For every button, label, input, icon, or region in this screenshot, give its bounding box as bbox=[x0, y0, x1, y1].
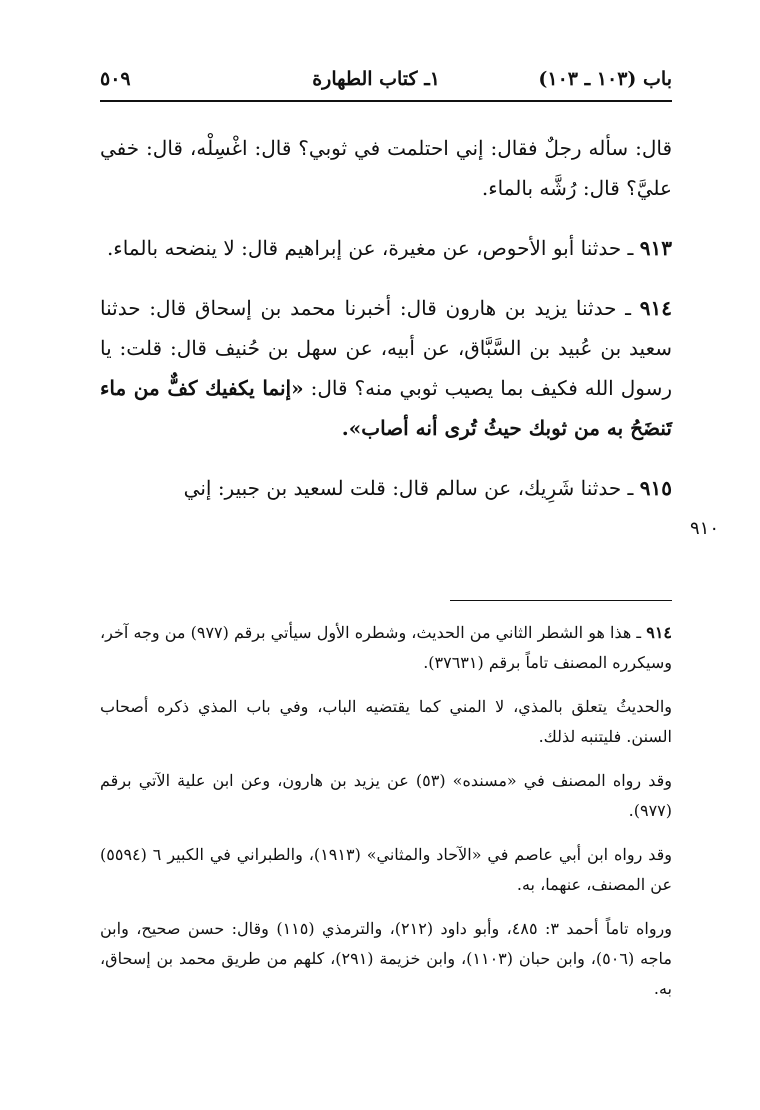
hadith-915 bbox=[100, 468, 672, 508]
margin-number: ٩١٠ bbox=[690, 518, 720, 539]
footnote-paragraph: ورواه تاماً أحمد ٣: ٤٨٥، وأبو داود (٢١٢)، والترمذي (١١٥) وقال: حسن صحيح، وابن ماجه (٥٠٦)، وابن حبان (١١٠٣)، وابن خزيمة (٢٩١)، كلهم من طريق محمد بن إسحاق، به. bbox=[100, 919, 673, 998]
footnote-rule bbox=[450, 600, 672, 601]
page-header bbox=[100, 66, 672, 100]
footnote-text: ـ هذا هو الشطر الثاني من الحديث، وشطره الأول سيأتي برقم (٩٧٧) من وجه آخر، وسيكرره المصنف تاماً برقم (٣٧٦٣١). bbox=[100, 623, 672, 672]
main-text bbox=[100, 128, 672, 528]
hadith-text: ـ حدثنا أبو الأحوص، عن مغيرة، عن إبراهيم قال: لا ينضحه بالماء. bbox=[106, 236, 640, 260]
header-chapter: باب (١٠٣ ـ ١٠٣) bbox=[538, 68, 672, 90]
header-book-title: ١ـ كتاب الطهارة bbox=[312, 68, 440, 90]
footnote-number: ٩١٤ bbox=[646, 623, 673, 642]
footnote-914 bbox=[100, 618, 672, 678]
header-page-number: ٥٠٩ bbox=[100, 68, 131, 90]
paragraph-continuation: قال: سأله رجلٌ فقال: إني احتلمت في ثوبي؟ قال: اغْسِلْه، قال: خفي عليَّ؟ قال: رُشَّه بالماء. bbox=[100, 136, 673, 200]
hadith-text: ـ حدثنا شَرِيك، عن سالم قال: قلت لسعيد بن جبير: إني bbox=[183, 476, 640, 500]
footnote-paragraph: والحديثُ يتعلق بالمذي، لا المني كما يقتضيه الباب، وفي باب المذي ذكره أصحاب السنن. فليتنبه لذلك. bbox=[100, 697, 672, 746]
footnotes bbox=[100, 618, 672, 1018]
footnote-paragraph: وقد رواه ابن أبي عاصم في «الآحاد والمثاني» (١٩١٣)، والطبراني في الكبير ٦ (٥٥٩٤) عن المصنف، عنهما، به. bbox=[100, 845, 673, 894]
footnote-paragraph: وقد رواه المصنف في «مسنده» (٥٣) عن يزيد بن هارون، وعن ابن علية الآتي برقم (٩٧٧). bbox=[100, 771, 673, 820]
hadith-number: ٩١٣ bbox=[639, 236, 672, 260]
hadith-text: ـ حدثنا يزيد بن هارون قال: أخبرنا محمد بن إسحاق قال: حدثنا سعيد بن عُبيد بن السَّبَّاق، عن أبيه، عن سهل بن حُنيف قال: قلت: يا رسول الله فكيف بما يصيب ثوبي منه؟ قال: bbox=[100, 296, 672, 400]
hadith-number: ٩١٥ bbox=[639, 476, 672, 500]
hadith-914 bbox=[100, 288, 672, 448]
hadith-number: ٩١٤ bbox=[639, 296, 672, 320]
hadith-913 bbox=[100, 228, 672, 268]
hadith-quote: «إنما يكفيك كفٌّ من ماء تَنضَحُ به من ثوبك حيثُ تُرى أنه أصاب». bbox=[100, 376, 672, 440]
header-rule bbox=[100, 100, 672, 102]
